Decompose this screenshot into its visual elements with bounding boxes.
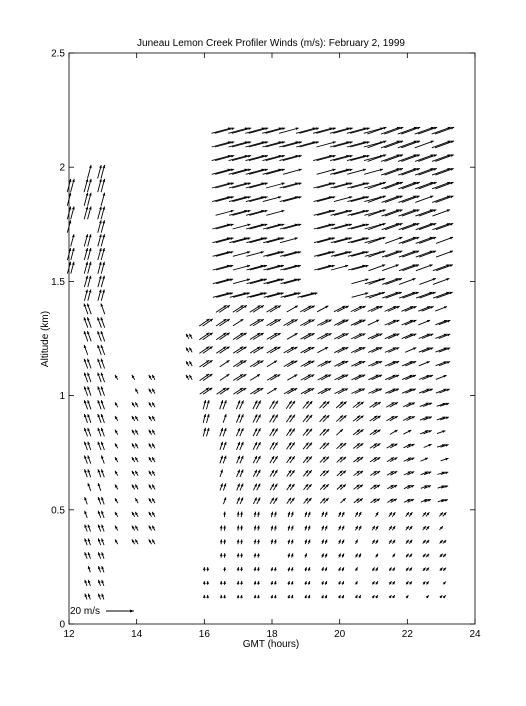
x-tick-label: 12 <box>63 629 75 640</box>
y-tick-label: 0.5 <box>51 505 65 516</box>
y-tick-label: 1.5 <box>51 277 65 288</box>
x-tick-label: 22 <box>402 629 414 640</box>
scale-key-label: 20 m/s <box>70 606 100 617</box>
y-tick-label: 2.5 <box>51 49 65 60</box>
y-tick-label: 0 <box>59 620 65 631</box>
x-axis-label: GMT (hours) <box>243 639 300 650</box>
y-tick-label: 1 <box>59 391 65 402</box>
x-tick-label: 20 <box>334 629 346 640</box>
y-axis-label: Altitude (km) <box>40 311 51 367</box>
y-tick-label: 2 <box>59 163 65 174</box>
x-tick-label: 14 <box>131 629 143 640</box>
x-tick-label: 16 <box>199 629 211 640</box>
chart-title: Juneau Lemon Creek Profiler Winds (m/s): February 2, 1999 <box>137 38 405 49</box>
x-tick-label: 24 <box>469 629 481 640</box>
x-tick-label: 18 <box>266 629 278 640</box>
